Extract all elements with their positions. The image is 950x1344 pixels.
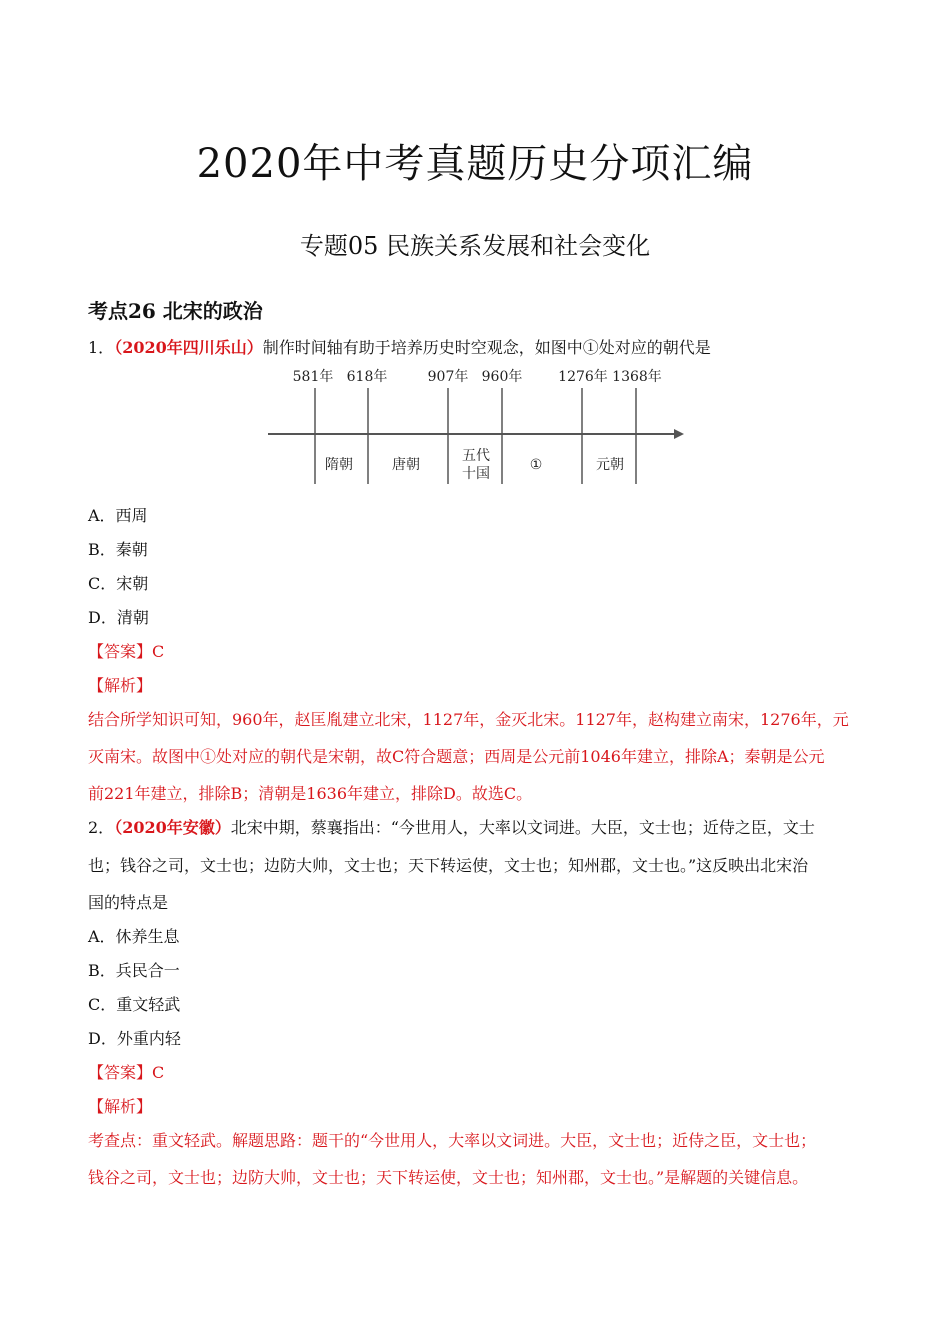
- option-b: B．兵民合一: [88, 961, 180, 980]
- option-c: C．宋朝: [88, 574, 149, 593]
- page-title: 2020年中考真题历史分项汇编: [196, 141, 754, 187]
- question-text-line-1: 北宋中期，蔡襄指出：“今世用人，大率以文词进。大臣，文士也；近侍之臣，文士: [230, 818, 815, 837]
- timeline-diagram: [262, 364, 692, 490]
- analysis-line-3: 前221年建立，排除B；清朝是1636年建立，排除D。故选C。: [88, 784, 533, 803]
- answer-label: 【答案】: [88, 1063, 153, 1082]
- period-tang: 唐朝: [392, 457, 420, 473]
- analysis-label: 【解析】: [88, 1097, 153, 1116]
- year-label-960: 960年: [481, 369, 523, 385]
- question-source: （2020年安徽）: [114, 818, 231, 837]
- year-label-1368: 1368年: [612, 369, 662, 385]
- answer-label: 【答案】: [88, 642, 153, 661]
- period-wudai: 五代: [462, 448, 490, 464]
- option-a: A．休养生息: [88, 927, 180, 946]
- arrow-head-icon: [674, 429, 684, 439]
- period-blank-1: ①: [529, 457, 543, 473]
- period-sui: 隋朝: [325, 457, 353, 473]
- option-a: A．西周: [88, 506, 148, 525]
- question-2-stem: [88, 816, 815, 840]
- option-b: B．秦朝: [88, 540, 148, 559]
- analysis-label: 【解析】: [88, 676, 153, 695]
- question-source: （2020年四川乐山）: [114, 338, 263, 357]
- question-text: 制作时间轴有助于培养历史时空观念，如图中①处对应的朝代是: [262, 338, 711, 357]
- answer-line: [88, 640, 164, 664]
- analysis-line-2: 钱谷之司，文士也；边防大帅，文士也；天下转运使，文士也；知州郡，文士也。”是解题的关键信息。: [88, 1168, 809, 1187]
- question-text-line-3: 国的特点是: [88, 893, 169, 912]
- page-subtitle: 专题05 民族关系发展和社会变化: [299, 232, 651, 260]
- answer-line: [88, 1061, 164, 1085]
- question-1-stem: [88, 336, 711, 360]
- year-label-581: 581年: [292, 369, 334, 385]
- option-c: C．重文轻武: [88, 995, 181, 1014]
- option-d: D．外重内轻: [88, 1029, 181, 1048]
- year-label-907: 907年: [427, 369, 469, 385]
- question-number: 2．: [88, 818, 115, 837]
- question-number: 1．: [88, 338, 115, 357]
- analysis-line-1: 考查点：重文轻武。解题思路：题干的“今世用人，大率以文词进。大臣，文士也；近侍之臣，文士也；: [88, 1131, 817, 1150]
- year-label-618: 618年: [346, 369, 388, 385]
- analysis-line-1: 结合所学知识可知，960年，赵匡胤建立北宋，1127年，金灭北宋。1127年，赵构建立南宋，1276年，元: [88, 710, 849, 729]
- option-d: D．清朝: [88, 608, 149, 627]
- analysis-line-2: 灭南宋。故图中①处对应的朝代是宋朝，故C符合题意；西周是公元前1046年建立，排除A；秦朝是公元: [88, 747, 825, 766]
- section-heading: 考点26 北宋的政治: [88, 299, 263, 323]
- period-shiguo: 十国: [462, 466, 490, 482]
- answer-value: C: [152, 1063, 165, 1082]
- answer-value: C: [152, 642, 165, 661]
- question-text-line-2: 也；钱谷之司，文士也；边防大帅，文士也；天下转运使，文士也；知州郡，文士也。”这反映出北宋治: [88, 856, 809, 875]
- year-label-1276: 1276年: [558, 369, 608, 385]
- period-yuan: 元朝: [596, 457, 624, 473]
